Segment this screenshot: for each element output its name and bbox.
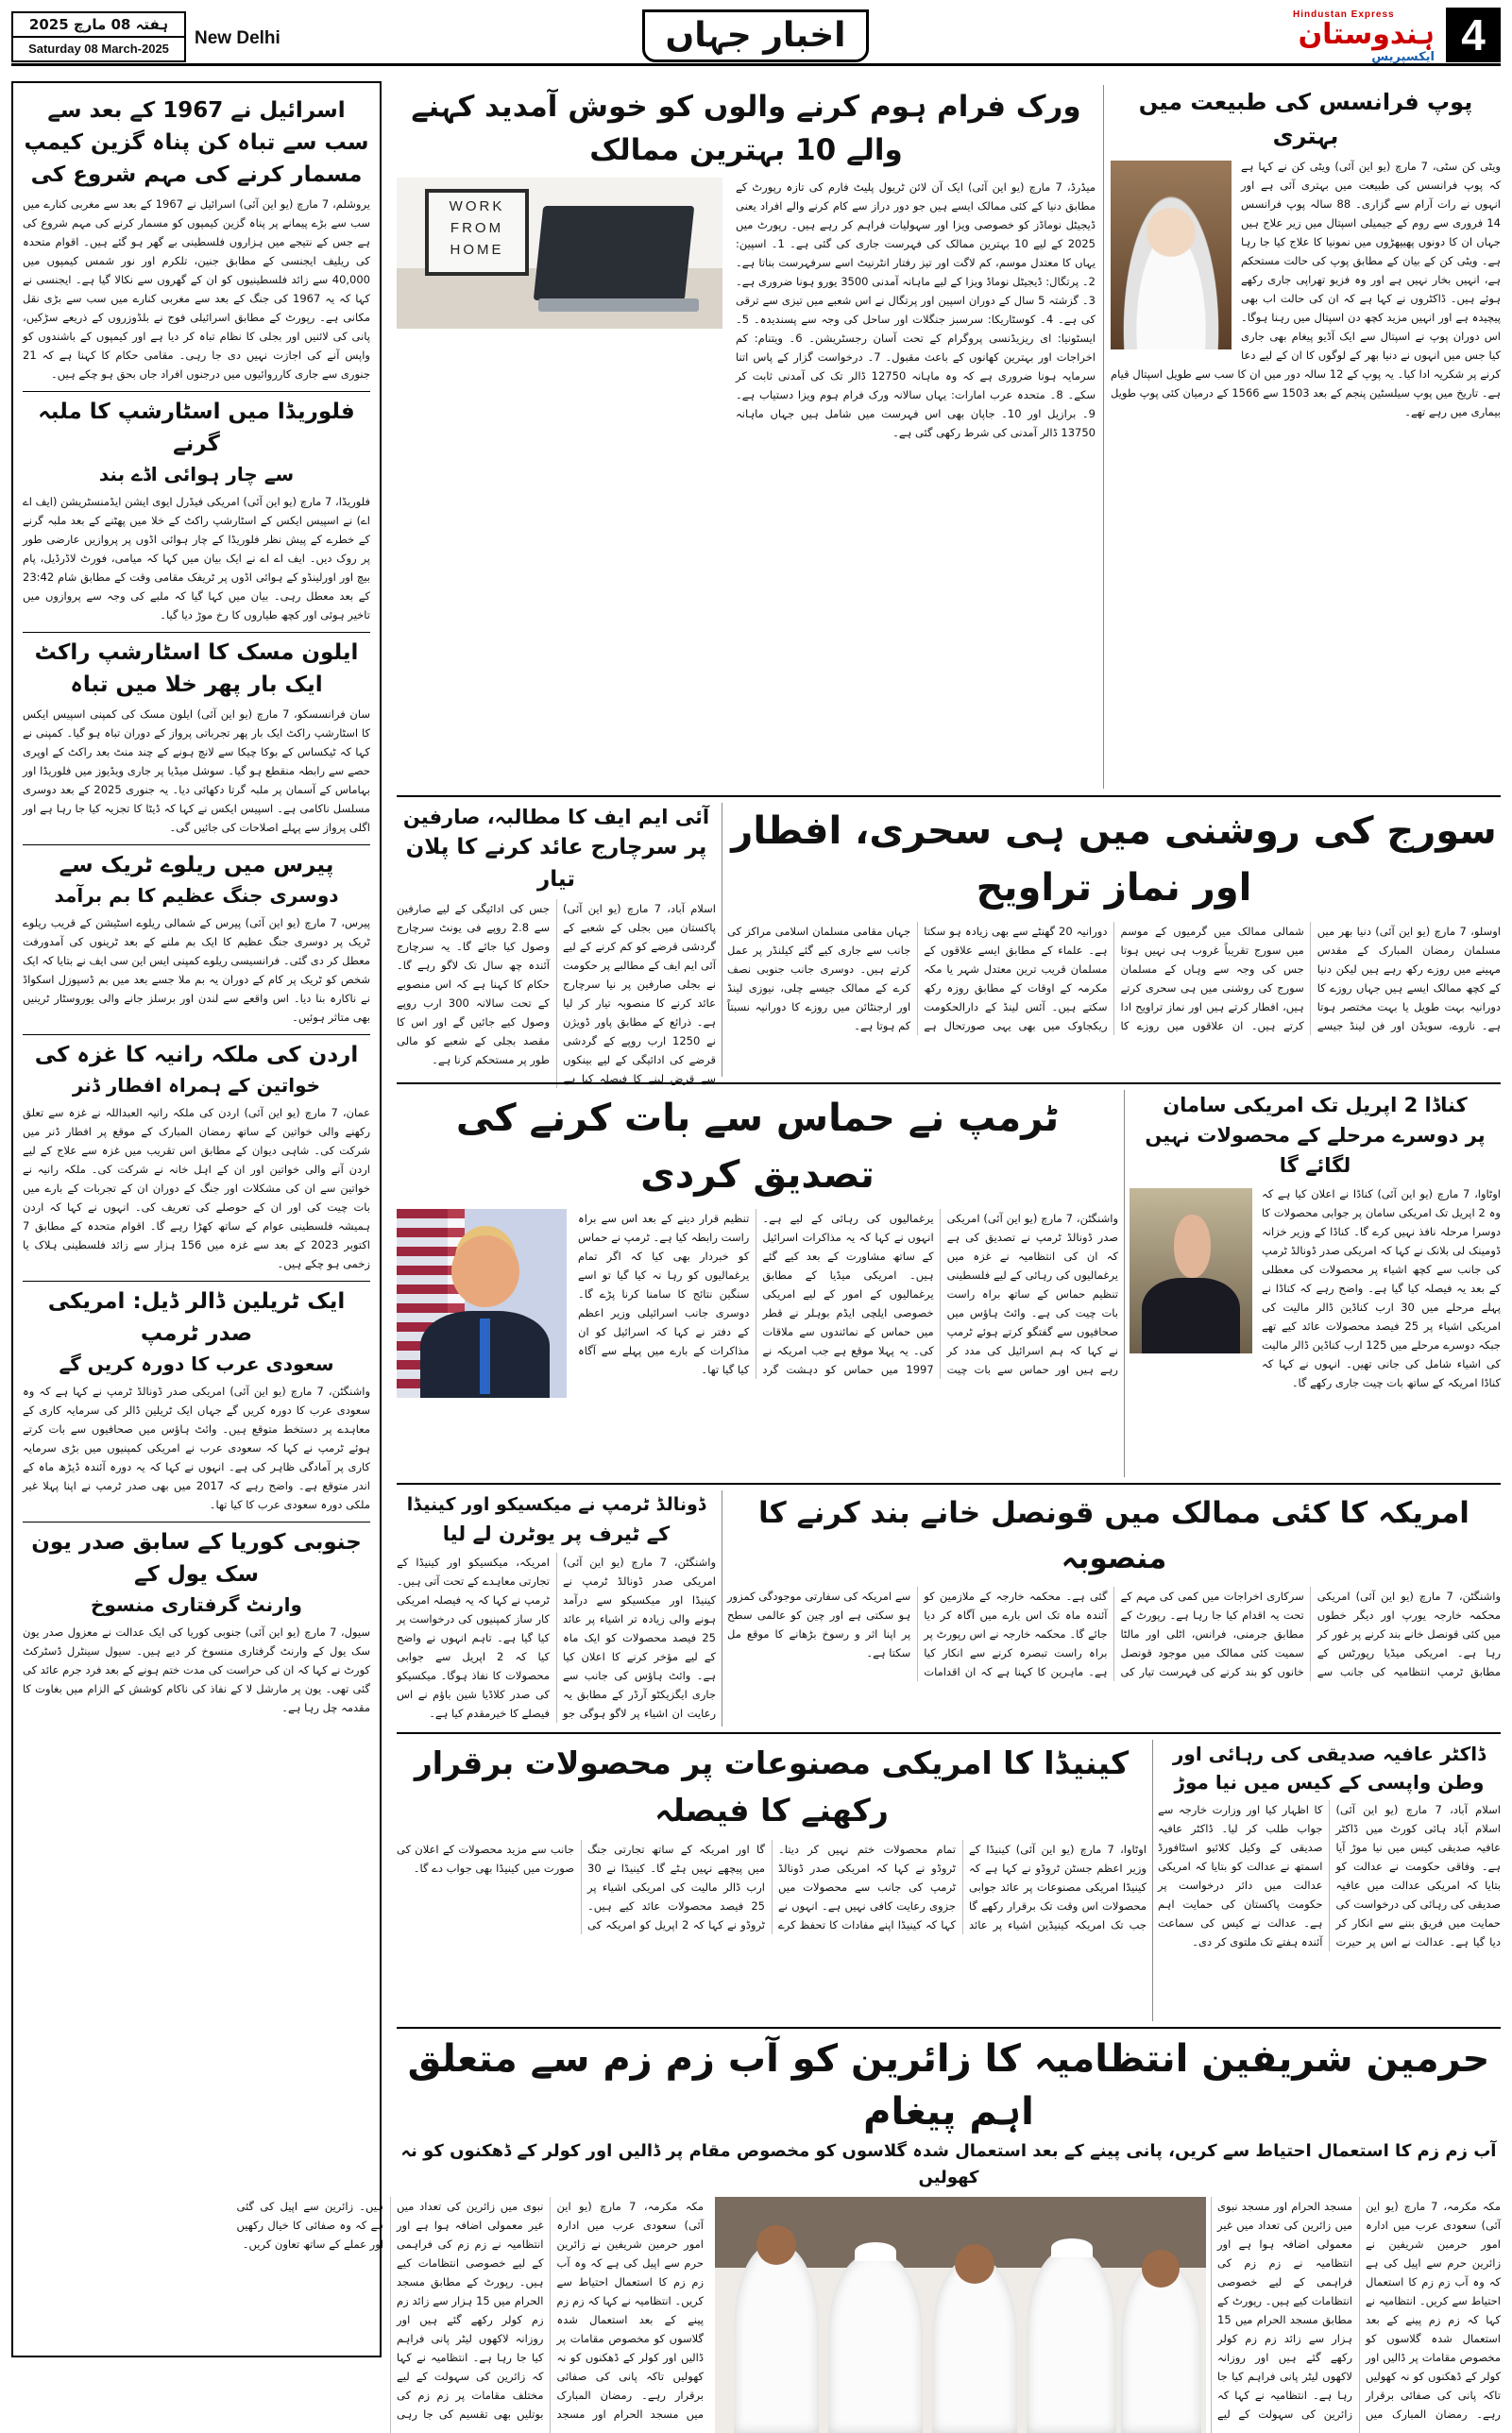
section-divider	[397, 2027, 1501, 2029]
headline: اردن کی ملکہ رانیہ کا غزہ کی	[23, 1034, 370, 1071]
letter-board	[425, 189, 529, 276]
story-body: اسلام آباد، 7 مارچ (یو این آئی) اسلام آباد ہائی کورٹ میں ڈاکٹر عافیہ صدیقی کیس میں نیا موڑ آیا ہے۔ وفاقی حکومت نے عدالت کو بتایا کہ امریکی عدالت میں عافیہ صدیقی کی رہائی کی درخواست کی حمایت میں فریق بننے سے انکار کر دیا گیا ہے۔ عدالت نے اس پر حیرت کا اظہار کیا اور وزارت خارجہ سے جواب طلب کر لیا۔ ڈاکٹر عافیہ صدیقی کے وکیل کلائیو اسٹافورڈ اسمتھ نے عدالت کو بتایا کہ امریکی عدالت میں دائر درخواست پر حکومت پاکستان کی حمایت اہم ہے۔ عدالت نے کیس کی سماعت آئندہ ہفتے تک ملتوی کر دی۔	[1158, 1803, 1501, 1948]
pope-photo	[1111, 161, 1232, 349]
section-divider	[397, 1082, 1501, 1084]
pilgrim-figure	[828, 2254, 923, 2433]
story-imf	[397, 803, 717, 1085]
story-body: اوسلو، 7 مارچ (یو این آئی) دنیا بھر میں مسلمان رمضان المبارک کے مقدس مہینے میں روزے رکھ رہے ہیں لیکن دنیا کے کچھ ممالک ایسے ہیں جہاں روزے کا دورانیہ بہت طویل یا بہت مختصر ہوتا ہے۔ ناروے، سویڈن اور فن لینڈ جیسے شمالی ممالک میں گرمیوں کے موسم میں سورج تقریباً غروب ہی نہیں ہوتا جس کی وجہ سے وہاں کے مسلمان سورج کی روشنی میں ہی سحری کرتے ہیں، افطار کرتے ہیں اور نماز تراویح ادا کرتے ہیں۔ ان علاقوں میں روزے کا دورانیہ 20 گھنٹے سے بھی زیادہ ہو سکتا ہے۔ علماء کے مطابق ایسے علاقوں کے مسلمان قریب ترین معتدل شہر یا مکہ مکرمہ کے اوقات کے مطابق روزہ رکھ سکتے ہیں۔ آئس لینڈ کے دارالحکومت ریکجاوک میں بھی یہی صورتحال ہے جہاں مقامی مسلمان اسلامی مراکز کی جانب سے جاری کیے گئے کیلنڈر پر عمل کرتے ہیں۔ دوسری جانب جنوبی نصف کرے کے ممالک جیسے چلی، نیوزی لینڈ اور ارجنٹائن میں روزے کا دورانیہ نسبتاً کم ہوتا ہے۔	[727, 925, 1501, 1032]
official-photo	[1130, 1188, 1252, 1353]
newspaper-logo	[1293, 9, 1435, 62]
story-body: واشنگٹن، 7 مارچ (یو این آئی) امریکی صدر ڈونالڈ ٹرمپ نے تصدیق کی ہے کہ ان کی انتظامیہ نے غزہ میں یرغمالیوں کی رہائی کے لیے فلسطینی تنظیم حماس کے ساتھ براہ راست بات چیت کی ہے۔ وائٹ ہاؤس میں صحافیوں سے گفتگو کرتے ہوئے ٹرمپ نے کہا کہ ہم اسرائیل کی مدد کر رہے ہیں اور حماس سے بات چیت یرغمالیوں کی رہائی کے لیے ہے۔ انہوں نے کہا کہ یہ مذاکرات اسرائیل کے ساتھ مشاورت کے بعد کیے گئے ہیں۔ امریکی میڈیا کے مطابق یرغمالیوں کے امور کے لیے امریکی خصوصی ایلچی ایڈم بوہلر نے قطر میں حماس کے نمائندوں سے ملاقات کی۔ یہ پہلا موقع ہے جب امریکہ نے 1997 میں حماس کو دہشت گرد تنظیم قرار دینے کے بعد اس سے براہ راست رابطہ کیا ہے۔ ٹرمپ نے حماس کو خبردار بھی کیا کہ اگر تمام یرغمالیوں کو رہا نہ کیا گیا تو اسے سنگین نتائج کا سامنا کرنا پڑے گا۔ دوسری جانب اسرائیلی وزیر اعظم کے دفتر نے کہا کہ اسرائیل کو ان مذاکرات کے بارے میں پہلے سے آگاہ کیا گیا تھا۔	[578, 1212, 1118, 1376]
subhead: وارنٹ گرفتاری منسوخ	[91, 1593, 302, 1616]
laptop-image	[534, 206, 695, 300]
pilgrim-head	[756, 2225, 796, 2265]
story-body: میڈرڈ، 7 مارچ (یو این آئی) ایک آن لائن ٹریول پلیٹ فارم کی تازہ رپورٹ کے مطابق دنیا کے کئی ممالک ایسے ہیں جو دور دراز سے کام کرنے والے افراد یعنی ڈیجیٹل نوماڈز کو خصوصی ویزا اور سہولیات فراہم کر رہے ہیں۔ رپورٹ میں 2025 کے لیے 10 بہترین ممالک کی فہرست جاری کی گئی ہے۔ 1۔ اسپین: یہاں کا معتدل موسم، کم لاگت اور تیز رفتار انٹرنیٹ اسے سرفہرست بناتا ہے۔ 2۔ پرتگال: ڈیجیٹل نوماڈ ویزا کے لیے ماہانہ آمدنی 3500 یورو ہونا ضروری ہے۔ 3۔ گزشتہ 5 سال کے دوران اسپین اور پرتگال نے اس شعبے میں تیزی سے ترقی کی ہے۔ 4۔ کوسٹاریکا: سرسبز جنگلات اور ساحل کی وجہ سے پسندیدہ۔ 5۔ ایسٹونیا: ای ریزیڈنسی پروگرام کے تحت آسان رجسٹریشن۔ 6۔ ویتنام: کم اخراجات اور بہترین کھانوں کے باعث مقبول۔ 7۔ درخواست گزار کے پاس اتنا سرمایہ ہونا ضروری ہے کہ وہ ماہانہ 12750 ڈالر تک کی آمدنی ثابت کر سکے۔ 8۔ متحدہ عرب امارات: یہاں سالانہ ورک فرام ہوم ویزا دستیاب ہے۔ 9۔ برازیل اور 10۔ جاپان بھی اس فہرست میں شامل ہیں جہاں ماہانہ 13750 ڈالر آمدنی کی شرط رکھی گئی ہے۔	[736, 180, 1096, 439]
section-divider	[397, 795, 1501, 797]
headline: ڈونالڈ ٹرمپ نے میکسیکو اور کینیڈا	[406, 1494, 706, 1515]
trump-photo	[397, 1209, 567, 1398]
pilgrim-figure	[1027, 2249, 1116, 2433]
story-body: اوٹاوا، 7 مارچ (یو این آئی) کناڈا نے اعلان کیا ہے کہ وہ 2 اپریل تک امریکی سامان پر جوابی محصولات کا دوسرا مرحلہ نافذ نہیں کرے گا۔ کناڈا کے وزیر خزانہ ڈومینک لی بلانک نے کہا کہ امریکی صدر ڈونالڈ ٹرمپ کی جانب سے کچھ اشیاء پر محصولات کی معطلی کے بعد یہ فیصلہ کیا گیا ہے۔ واضح رہے کہ کناڈا نے پہلے مرحلے میں 30 ارب کناڈین ڈالر مالیت کی امریکی اشیاء پر 25 فیصد محصولات عائد کیے تھے جبکہ دوسرے مرحلے میں 125 ارب کناڈین ڈالر مالیت کی اشیاء شامل کی جانی تھیں۔ انہوں نے کہا کہ کناڈا امریکہ کے ساتھ بات چیت جاری رکھے گا۔	[1262, 1187, 1501, 1389]
story-florida-airports	[23, 391, 370, 624]
story-trump-tariff	[397, 1490, 716, 1727]
story-consulates	[727, 1490, 1501, 1727]
story-body: واشنگٹن، 7 مارچ (یو این آئی) امریکی صدر ڈونالڈ ٹرمپ نے کہا ہے کہ وہ سعودی عرب کا دورہ کریں گے جہاں ایک ٹریلین ڈالر کی سرمایہ کاری کے معاہدے پر دستخط متوقع ہیں۔ وائٹ ہاؤس میں صحافیوں سے بات کرتے ہوئے ٹرمپ نے کہا کہ سعودی عرب نے امریکی کمپنیوں میں بڑی سرمایہ کاری پر آمادگی ظاہر کی ہے۔ انہوں نے کہا کہ یہ دورہ آئندہ ڈیڑھ ماہ کے اندر متوقع ہے۔ واضح رہے کہ 2017 میں بھی صدر ٹرمپ نے اپنا پہلا غیر ملکی دورہ سعودی عرب کا کیا تھا۔	[23, 1385, 371, 1511]
headline: پوپ فرانسس کی طبیعت میں بہتری	[1138, 89, 1473, 149]
story-body: مکہ مکرمہ، 7 مارچ (یو این آئی) سعودی عرب میں ادارہ امور حرمین شریفین نے زائرین حرم سے اپیل کی ہے کہ وہ آب زم زم کا استعمال احتیاط سے کریں۔ انتظامیہ نے کہا کہ زم زم پینے کے بعد استعمال شدہ گلاسوں کو مخصوص مقامات پر ڈالیں اور کولر کے ڈھکنوں کو نہ کھولیں تاکہ پانی کی صفائی برقرار رہے۔ رمضان المبارک میں مسجد الحرام اور مسجد نبوی میں زائرین کی تعداد میں غیر معمولی اضافہ ہوا ہے اور انتظامیہ نے زم زم کی فراہمی کے لیے خصوصی انتظامات کیے ہیں۔ رپورٹ کے مطابق مسجد الحرام میں 15 ہزار سے زائد زم زم کولر رکھے گئے ہیں اور روزانہ لاکھوں لیٹر پانی فراہم کیا جا رہا ہے۔ انتظامیہ نے کہا کہ زائرین کی سہولت کے لیے	[1217, 2200, 1501, 2421]
story-trump-saudi	[23, 1281, 370, 1514]
section-title: اخبار جہاں	[642, 9, 869, 62]
photo-text: FROM	[450, 220, 504, 236]
logo-english: Hindustan Express	[1293, 9, 1395, 20]
subhead: خواتین کے ہمراہ افطار ڈنر	[72, 1074, 321, 1097]
subhead: وطن واپسی کے کیس میں نیا موڑ	[1174, 1771, 1485, 1794]
subhead: پر دوسرے مرحلے کے محصولات نہیں لگائے گا	[1145, 1124, 1486, 1177]
column-divider	[1103, 85, 1104, 789]
story-korea-yoon	[23, 1522, 370, 1717]
story-body: واشنگٹن، 7 مارچ (یو این آئی) امریکی صدر ڈونالڈ ٹرمپ نے کینیڈا اور میکسیکو سے درآمد ہونے والی زیادہ تر اشیاء پر عائد 25 فیصد محصولات کو ایک ماہ کے لیے مؤخر کرنے کا اعلان کیا ہے۔ وائٹ ہاؤس کی جانب سے جاری ایگزیکٹو آرڈر کے مطابق یہ رعایت ان اشیاء پر لاگو ہوگی جو امریکہ، میکسیکو اور کینیڈا کے تجارتی معاہدے کے تحت آتی ہیں۔ ٹرمپ نے کہا کہ یہ فیصلہ امریکی کار ساز کمپنیوں کی درخواست پر کیا گیا ہے۔ تاہم انہوں نے واضح کیا کہ 2 اپریل سے جوابی محصولات کا نفاذ ہوگا۔ میکسیکو کی صدر کلاڈیا شین باؤم نے اس فیصلے کا خیرمقدم کیا ہے۔	[397, 1556, 716, 1720]
headline: ٹرمپ نے حماس سے بات کرنے کی تصدیق کردی	[455, 1097, 1060, 1197]
logo-urdu-main: ہندوستان	[1298, 18, 1435, 51]
pilgrim-head	[1142, 2250, 1180, 2288]
story-body: اسلام آباد، 7 مارچ (یو این آئی) پاکستان میں بجلی کے شعبے کے گردشی قرضے کو کم کرنے کے لیے آئی ایم ایف کے مطالبے پر حکومت نے بجلی صارفین پر نیا سرچارج عائد کرنے کا منصوبہ تیار کر لیا ہے۔ ذرائع کے مطابق پاور ڈویژن نے 1250 ارب روپے کے گردشی قرضے کی ادائیگی کے لیے بینکوں سے قرض لینے کا فیصلہ کیا ہے جس کی ادائیگی کے لیے صارفین سے 2.8 روپے فی یونٹ سرچارج وصول کیا جائے گا۔ یہ سرچارج آئندہ چھ سال تک لاگو رہے گا۔ حکام کا کہنا ہے کہ اس منصوبے کے تحت سالانہ 300 ارب روپے وصول کیے جائیں گے اور اس کا مقصد بجلی کے شعبے کو مالی طور پر مستحکم کرنا ہے۔	[397, 902, 717, 1085]
story-work-from-home	[397, 85, 1096, 789]
column-divider	[1152, 1740, 1153, 2021]
zamzam-content	[236, 2197, 1501, 2433]
tie	[480, 1319, 490, 1394]
headline: کینیڈا کا امریکی مصنوعات پر محصولات برقرار رکھنے کا فیصلہ	[414, 1744, 1130, 1829]
story-queen-rania	[23, 1034, 370, 1273]
headline: ڈاکٹر عافیہ صدیقی کی رہائی اور	[1172, 1743, 1487, 1765]
headline: کناڈا 2 اپریل تک امریکی سامان	[1163, 1094, 1468, 1116]
pilgrim-cap	[1051, 2238, 1093, 2257]
story-body: اوٹاوا، 7 مارچ (یو این آئی) کینیڈا کے وزیر اعظم جسٹن ٹروڈو نے کہا ہے کہ کینیڈا امریکی مصنوعات پر عائد جوابی محصولات اس وقت تک برقرار رکھے گا جب تک امریکہ کینیڈین اشیاء پر عائد تمام محصولات ختم نہیں کر دیتا۔ ٹروڈو نے کہا کہ امریکی صدر ڈونالڈ ٹرمپ کی جانب سے محصولات میں جزوی رعایت کافی نہیں ہے۔ انہوں نے کہا کہ کینیڈا اپنے مفادات کا تحفظ کرے گا اور امریکہ کے ساتھ تجارتی جنگ میں پیچھے نہیں ہٹے گا۔ کینیڈا نے 30 ارب ڈالر مالیت کی امریکی اشیاء پر 25 فیصد محصولات عائد کیے ہیں۔ ٹروڈو نے کہا کہ 2 اپریل کو امریکہ کی جانب سے مزید محصولات کے اعلان کی صورت میں کینیڈا بھی جواب دے گا۔	[397, 1843, 1147, 1931]
photo-text: WORK	[449, 198, 505, 214]
logo-urdu-sub: ایکسپریس	[1371, 50, 1435, 64]
headline: ورک فرام ہوم کرنے والوں کو خوش آمدید کہنے والے 10 بہترین ممالک	[411, 90, 1081, 167]
story-body: سان فرانسسکو، 7 مارچ (یو این آئی) ایلون مسک کی کمپنی اسپیس ایکس کا اسٹارشپ راکٹ ایک بار پھر تجرباتی پرواز کے دوران تباہ ہو گیا۔ کمپنی نے کہا کہ ٹیکساس کے بوکا چیکا سے لانچ ہونے کے چند منٹ بعد راکٹ کے اوپری حصے سے رابطہ منقطع ہو گیا۔ سوشل میڈیا پر جاری ویڈیوز میں فلوریڈا اور بہاماس کے آسمان پر ملبہ گرتا دکھائی دیا۔ یہ جنوری 2025 کے بعد دوسری مسلسل ناکامی ہے۔ اسپیس ایکس نے کہا کہ ڈیٹا کا تجزیہ کیا جا رہا ہے اور اگلی پرواز سے پہلے اصلاحات کی جائیں گی۔	[23, 707, 371, 834]
date-box	[11, 11, 186, 62]
headline: آئی ایم ایف کا مطالبہ، صارفین	[402, 806, 710, 828]
section-divider	[397, 1483, 1501, 1485]
subhead: پر سرچارج عائد کرنے کا پلان تیار	[405, 835, 707, 892]
headline: ایلون مسک کا اسٹارشپ راکٹ ایک بار پھر خلا میں تباہ	[23, 632, 370, 701]
story-canada-decision	[397, 1740, 1147, 2021]
story-body: واشنگٹن، 7 مارچ (یو این آئی) امریکی محکمہ خارجہ یورپ اور دیگر خطوں میں کئی قونصل خانے بند کرنے پر غور کر رہا ہے۔ امریکی میڈیا رپورٹس کے مطابق ٹرمپ انتظامیہ کی جانب سے سرکاری اخراجات میں کمی کی مہم کے تحت یہ اقدام کیا جا رہا ہے۔ رپورٹ کے مطابق جرمنی، فرانس، اٹلی اور مالٹا سمیت کئی ممالک میں موجود قونصل خانوں کو بند کرنے کی فہرست تیار کی گئی ہے۔ محکمہ خارجہ کے ملازمین کو آئندہ ماہ تک اس بارے میں آگاہ کر دیا جائے گا۔ محکمہ خارجہ نے اس رپورٹ پر براہ راست تبصرہ کرنے سے انکار کیا ہے۔ ماہرین کا کہنا ہے کہ ان اقدامات سے امریکہ کی سفارتی موجودگی کمزور ہو سکتی ہے اور چین کو عالمی سطح پر اپنا اثر و رسوخ بڑھانے کا موقع مل سکتا ہے۔	[727, 1590, 1501, 1678]
face	[1174, 1215, 1211, 1278]
pilgrim-head	[955, 2244, 994, 2284]
headline: حرمین شریفین انتظامیہ کا زائرین کو آب زم زم سے متعلق اہم پیغام	[407, 2037, 1490, 2134]
story-israel-camps	[23, 91, 370, 383]
story-trump-hamas	[397, 1090, 1118, 1477]
story-body: فلوریڈا، 7 مارچ (یو این آئی) امریکی فیڈرل ایوی ایشن ایڈمنسٹریشن (ایف اے اے) نے اسپیس ایکس کے اسٹارشپ راکٹ کے خلا میں پھٹنے کے بعد ملبہ گرنے کے خطرے کے پیش نظر فلوریڈا کے چار ہوائی اڈوں پر پروازیں عارضی طور پر روک دیں۔ ایف اے اے نے ایک بیان میں کہا کہ میامی، فورٹ لاڈرڈیل، پام بیچ اور اورلینڈو کے ہوائی اڈوں پر ٹریفک مقامی وقت کے مطابق شام 23:42 کے بعد معطل رہی۔ بیان میں کہا گیا کہ ملبے کی وجہ سے پروازوں میں تاخیر ہوئی اور کچھ طیاروں کا رخ موڑ دیا گیا۔	[23, 495, 370, 621]
date-urdu: ہفتہ 08 مارچ 2025	[13, 13, 184, 38]
masthead	[11, 8, 1501, 66]
story-zamzam	[236, 2033, 1501, 2421]
subhead: سے چار ہوائی اڈے بند	[98, 463, 295, 485]
pilgrim-figure	[932, 2258, 1017, 2433]
subhead: دوسری جنگ عظیم کا بم برآمد	[54, 884, 339, 907]
headline: پیرس میں ریلوے ٹریک سے	[23, 844, 370, 881]
story-body-continued: مکہ مکرمہ، 7 مارچ (یو این آئی) سعودی عرب میں ادارہ امور حرمین شریفین نے زائرین حرم سے اپیل کی ہے کہ وہ آب زم زم کا استعمال احتیاط سے کریں۔ انتظامیہ نے کہا کہ زم زم پینے کے بعد استعمال شدہ گلاسوں کو مخصوص مقامات پر ڈالیں اور کولر کے ڈھکنوں کو نہ کھولیں تاکہ پانی کی صفائی برقرار رہے۔ رمضان المبارک میں مسجد الحرام اور مسجد نبوی میں زائرین کی تعداد میں غیر معمولی اضافہ ہوا ہے اور انتظامیہ نے زم زم کی فراہمی کے لیے خصوصی انتظامات کیے ہیں۔ رپورٹ کے مطابق مسجد الحرام میں 15 ہزار سے زائد زم زم کولر رکھے گئے ہیں اور روزانہ لاکھوں لیٹر پانی فراہم کیا جا رہا ہے۔ انتظامیہ نے کہا کہ زائرین کی سہولت کے لیے مختلف مقامات پر زم زم کی بوتلیں بھی تقسیم کی جا رہی ہیں۔ زائرین سے اپیل کی گئی ہے کہ وہ صفائی کا خیال رکھیں اور عملے کے ساتھ تعاون کریں۔	[236, 2200, 704, 2421]
pilgrim-figure	[1121, 2263, 1201, 2433]
subhead: آب زم زم کا استعمال احتیاط سے کریں، پانی پینے کے بعد استعمال شدہ گلاسوں کو مخصوص مقام پر ڈالیں اور کولر کے ڈھکنوں کو نہ کھولیں	[400, 2141, 1497, 2187]
headline: اسرائیل نے 1967 کے بعد سے سب سے تباہ کن پناہ گزین کیمپ مسمار کرنے کی مہم شروع کی	[24, 98, 369, 187]
subhead: کے ٹیرف پر یوٹرن لے لیا	[442, 1523, 671, 1545]
coat	[1142, 1278, 1240, 1354]
headline: سورج کی روشنی میں ہی سحری، افطار اور نماز تراویح	[731, 809, 1497, 910]
story-body: پیرس، 7 مارچ (یو این آئی) پیرس کے شمالی ریلوے اسٹیشن کے قریب ریلوے ٹریک پر دوسری جنگ عظیم کا ایک بم ملنے کے بعد ٹرینوں کی آمدورفت معطل کر دی گئی۔ فرانسیسی ریلوے کمپنی ایس این سی ایف نے بتایا کہ ایک شخص کو ٹریک پر کام کے دوران یہ بم ملا جسے بعد میں بم ڈسپوزل اسکواڈ نے ناکارہ بنا دیا۔ اس واقعے سے لندن اور برسلز جانے والی یوروسٹار ٹرینیں بھی متاثر ہوئیں۔	[23, 916, 370, 1024]
pilgrim-cap	[855, 2242, 896, 2261]
headline: امریکہ کا کئی ممالک میں قونصل خانے بند کرنے کا منصوبہ	[758, 1496, 1470, 1575]
story-pope	[1111, 85, 1501, 789]
subhead: سعودی عرب کا دورہ کریں گے	[59, 1353, 334, 1375]
story-body: سیول، 7 مارچ (یو این آئی) جنوبی کوریا کی ایک عدالت نے معزول صدر یون سک یول کے وارنٹ گرفتاری منسوخ کر دیے ہیں۔ سیول سینٹرل ڈسٹرکٹ کورٹ نے کہا کہ ان کی حراست کی مدت ختم ہونے کے بعد فرد جرم عائد کی گئی تھی۔ یون پر مارشل لا کے نفاذ کی ناکام کوشش کے الزام میں بغاوت کا مقدمہ چل رہا ہے۔	[23, 1625, 370, 1714]
headline: جنوبی کوریا کے سابق صدر یون سک یول کے	[23, 1522, 370, 1591]
story-sehri	[727, 803, 1501, 1077]
headline: ایک ٹریلین ڈالر ڈیل: امریکی صدر ٹرمپ	[23, 1281, 370, 1350]
column-divider	[1124, 1090, 1125, 1477]
story-body: ویٹی کن سٹی، 7 مارچ (یو این آئی) ویٹی کن نے کہا ہے کہ پوپ فرانسس کی طبیعت میں بہتری آئی ہے اور انہوں نے رات آرام سے گزاری۔ 88 سالہ پوپ فرانسس 14 فروری سے روم کے جیمیلی اسپتال میں زیر علاج ہیں جہاں ان کا دونوں پھیپھڑوں میں نمونیا کا علاج کیا جا رہا ہے۔ ویٹی کن کے بیان کے مطابق پوپ کی حالت مستحکم ہے، انہیں بخار نہیں ہے اور وہ فزیو تھراپی جاری رکھے ہوئے ہیں۔ ڈاکٹروں نے کہا ہے کہ ان کی حالت اب بھی پیچیدہ ہے اور انہیں مزید کچھ دن اسپتال میں رہنا ہوگا۔ اس دوران پوپ نے اسپتال سے ایک آڈیو پیغام بھی جاری کیا جس میں انہوں نے دنیا بھر کے لوگوں کا ان کے لیے دعا کرنے پر شکریہ ادا کیا۔ یہ پوپ کے 12 سالہ دور میں ان کا سب سے طویل اسپتال قیام ہے۔ تاریخ میں پوپ سیلسٹین پنجم کے بعد 1503 سے 1566 کے درمیان کئی پوپ طویل بیماری میں رہے تھے۔	[1111, 160, 1502, 418]
page-number: 4	[1446, 8, 1501, 62]
city-name: New Delhi	[195, 28, 280, 48]
pilgrims-photo	[715, 2197, 1206, 2433]
story-paris-bomb	[23, 844, 370, 1027]
work-from-home-photo	[397, 178, 722, 329]
section-divider	[397, 1732, 1501, 1734]
face	[451, 1235, 519, 1307]
date-english: Saturday 08 March-2025	[28, 42, 169, 56]
headline: فلوریڈا میں اسٹارشپ کا ملبہ گرنے	[23, 391, 370, 460]
pilgrim-figure	[734, 2244, 819, 2433]
story-starship	[23, 632, 370, 837]
left-column	[11, 81, 382, 2357]
story-body: یروشلم، 7 مارچ (یو این آئی) اسرائیل نے 1967 کے بعد سے مغربی کنارے میں سب سے بڑے پیمانے پر پناہ گزین کیمپوں کو مسمار کرنے کی مہم شروع کی ہے جس کے نتیجے میں ہزاروں فلسطینی بے گھر ہو گئے ہیں۔ اقوام متحدہ کی ریلیف ایجنسی کے مطابق جنین، تلکرم اور نور شمس کیمپوں میں 40,000 سے زائد فلسطینیوں کو ان کے گھروں سے نکالا گیا ہے۔ ایجنسی نے کہا کہ یہ 1967 کی جنگ کے بعد سے مغربی کنارے میں سب سے بڑی نقل مکانی ہے۔ رپورٹ کے مطابق اسرائیلی فوج نے بلڈوزروں کے ذریعے سڑکیں، پانی کی لائنیں اور بجلی کا نظام تباہ کر دیا ہے اور کیمپوں کے باشندوں کو واپس آنے کی اجازت نہیں دی جا رہی۔ مقامی حکام کا کہنا ہے کہ 21 جنوری سے جاری کارروائیوں میں درجنوں افراد جاں بحق ہو چکے ہیں۔	[23, 197, 370, 381]
laptop-base	[538, 298, 699, 312]
story-aafia	[1158, 1740, 1501, 2021]
photo-text: HOME	[450, 242, 504, 258]
story-canada-goods	[1130, 1090, 1501, 1477]
story-body: عمان، 7 مارچ (یو این آئی) اردن کی ملکہ رانیہ العبداللہ نے غزہ سے تعلق رکھنے والی خواتین کے ساتھ رمضان المبارک کے موقع پر افطار ڈنر میں شرکت کی۔ شاہی دیوان کے مطابق اس تقریب میں غزہ سے علاج کے لیے اردن آنے والی خواتین اور ان کے اہل خانہ نے شرکت کی۔ ملکہ رانیہ نے خواتین سے ان کی مشکلات اور جنگ کے دوران ان کے تجربات کے بارے میں بات چیت کی اور ان کے حوصلے کی تعریف کی۔ انہوں نے کہا کہ اردن ہمیشہ فلسطینی عوام کے ساتھ کھڑا رہے گا۔ اقوام متحدہ کے مطابق 7 اکتوبر 2023 کے بعد سے غزہ میں 156 ہزار سے زائد فلسطینی ہلاک یا زخمی ہو چکے ہیں۔	[23, 1106, 371, 1270]
